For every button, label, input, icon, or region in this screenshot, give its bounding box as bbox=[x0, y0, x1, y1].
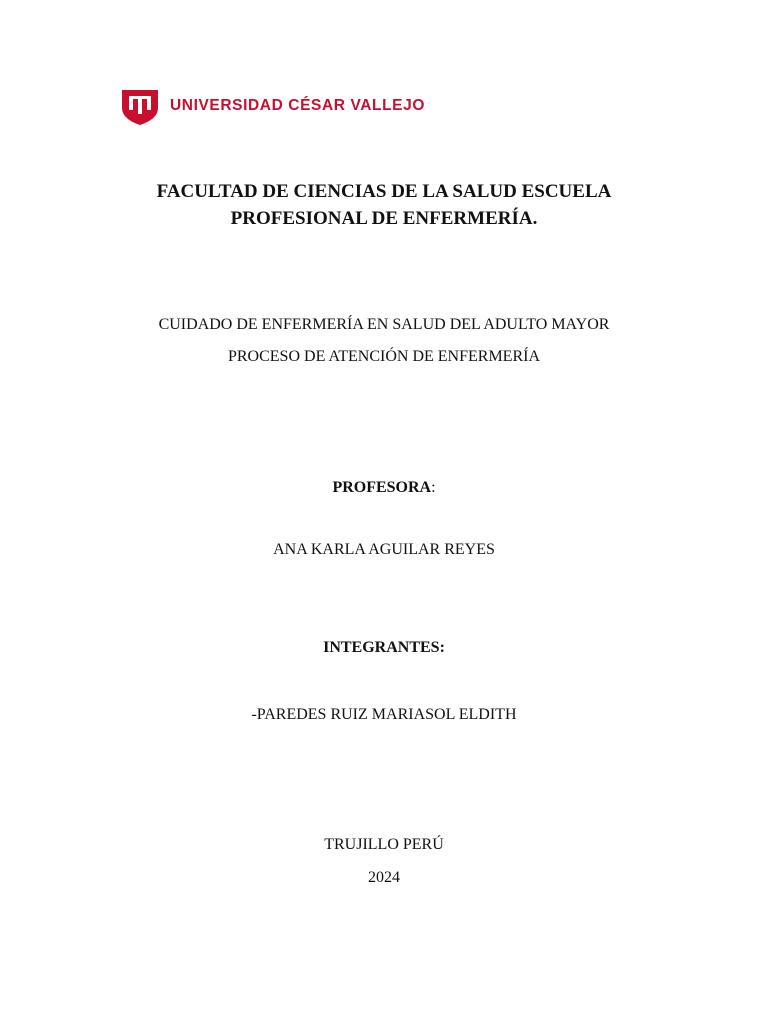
year: 2024 bbox=[368, 869, 400, 886]
course-title-line-2: PROCESO DE ATENCIÓN DE ENFERMERÍA bbox=[227, 348, 540, 365]
university-name: UNIVERSIDAD CÉSAR VALLEJO bbox=[170, 97, 425, 115]
faculty-title-line-2: PROFESIONAL DE ENFERMERÍA. bbox=[230, 208, 538, 229]
teacher-name: ANA KARLA AGUILAR REYES bbox=[273, 541, 495, 558]
teacher-label-colon: : bbox=[431, 479, 436, 496]
teacher-label-row bbox=[0, 480, 768, 496]
member-item: -PAREDES RUIZ MARIASOL ELDITH bbox=[251, 706, 517, 723]
location: TRUJILLO PERÚ bbox=[324, 836, 444, 853]
university-logo bbox=[120, 86, 425, 126]
course-title-line-1: CUIDADO DE ENFERMERÍA EN SALUD DEL ADULTO MAYOR bbox=[158, 316, 610, 333]
members-label: INTEGRANTES: bbox=[323, 639, 445, 656]
teacher-label: PROFESORA bbox=[332, 479, 432, 496]
ucv-shield-icon bbox=[120, 86, 160, 126]
faculty-title-line-1: FACULTAD DE CIENCIAS DE LA SALUD ESCUELA bbox=[156, 181, 612, 202]
